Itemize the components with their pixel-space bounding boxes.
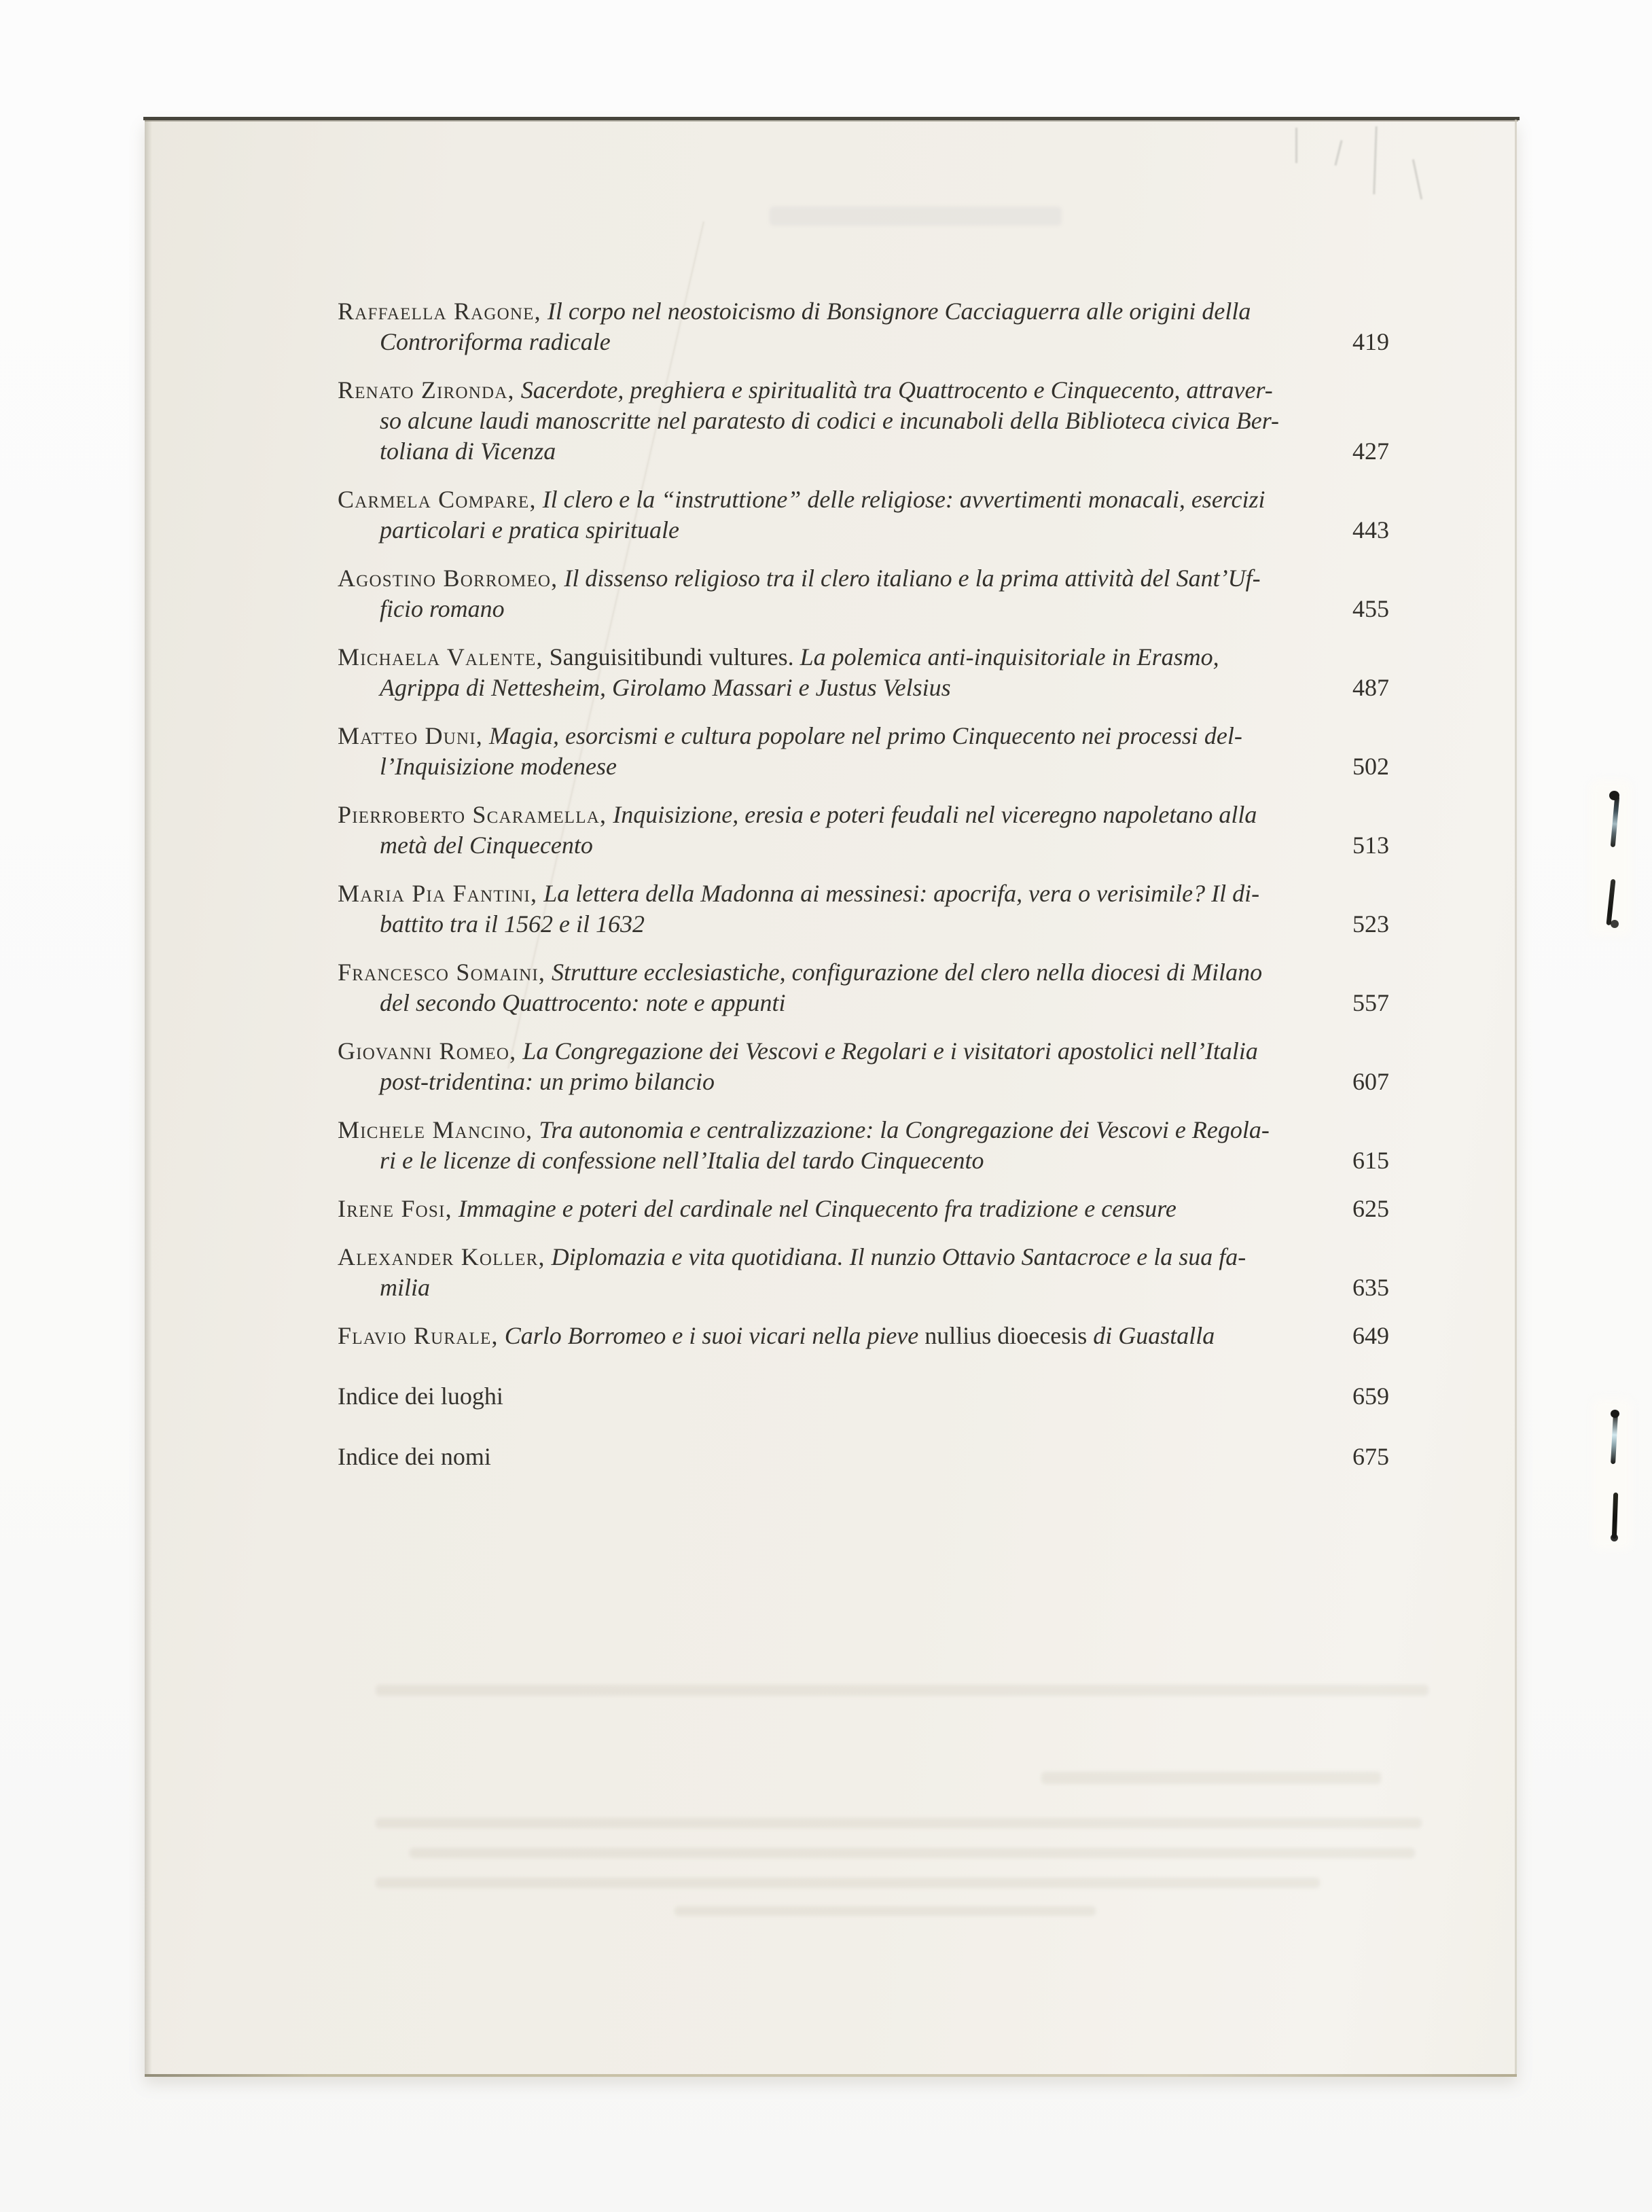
entry-title-line — [338, 1145, 1389, 1176]
page-bottom-edge — [145, 2074, 1517, 2077]
entry-text-segment: Il dissenso religioso tra il clero italiano e la prima attività del Sant’Uf- — [558, 565, 1261, 592]
entry-text-segment: La lettera della Madonna ai messinesi: apocrifa, vera o verisimile? Il di- — [537, 880, 1260, 907]
entry-page-number: 427 — [1352, 438, 1389, 465]
entry-title-line — [338, 1115, 1389, 1145]
entry-text-segment: Indice dei luoghi — [338, 1382, 503, 1410]
entry-text-segment: Francesco Somaini, — [338, 959, 546, 986]
entry-lines — [338, 1381, 1389, 1412]
entry-title-line — [338, 594, 1389, 624]
toc-entry — [338, 878, 1389, 940]
entry-page-number: 419 — [1352, 328, 1389, 355]
entry-title-line — [338, 1194, 1389, 1224]
entry-text-segment: Magia, esorcismi e cultura popolare nel primo Cinquecento nei processi del- — [483, 722, 1242, 749]
entry-text-segment: Matteo Duni, — [338, 722, 483, 749]
entry-page-number: 649 — [1352, 1322, 1389, 1349]
entry-text-segment: Maria Pia Fantini, — [338, 880, 538, 907]
entry-text-segment: Immagine e poteri del cardinale nel Cinquecento fra tradizione e censure — [452, 1195, 1177, 1222]
entry-text-segment: Giovanni Romeo, — [338, 1037, 517, 1065]
entry-title-line — [338, 1442, 1389, 1472]
bleedthrough-line — [376, 1878, 1320, 1888]
entry-page-number: 635 — [1352, 1274, 1389, 1301]
entry-lines — [338, 296, 1389, 357]
entry-text-segment: milia — [380, 1274, 431, 1301]
toc-entry — [338, 1242, 1389, 1303]
entry-text-segment: La Congregazione dei Vescovi e Regolari e i visitatori apostolici nell’Italia — [516, 1037, 1258, 1065]
entry-text-segment: Carlo Borromeo e i suoi vicari nella pieve — [498, 1322, 925, 1349]
entry-lines — [338, 563, 1389, 624]
entry-text-segment: Flavio Rurale, — [338, 1322, 499, 1349]
entry-title-line — [338, 673, 1389, 703]
toc-entry — [338, 1115, 1389, 1176]
staple-bent-end — [1609, 791, 1619, 800]
entry-text-segment: particolari e pratica spirituale — [380, 516, 679, 543]
entry-text-segment: Indice dei nomi — [338, 1443, 491, 1470]
entry-text-segment: Diplomazia e vita quotidiana. Il nunzio Ottavio Santacroce e la sua fa- — [545, 1243, 1246, 1270]
entry-title-line — [338, 642, 1389, 673]
entry-text-segment: Agostino Borromeo, — [338, 565, 558, 592]
entry-text-segment: Il corpo nel neostoicismo di Bonsignore Cacciaguerra alle origini della — [541, 298, 1251, 325]
entry-lines — [338, 878, 1389, 940]
toc-entry — [338, 957, 1389, 1018]
entry-text-segment: Controriforma radicale — [380, 328, 611, 355]
entry-text-segment: toliana di Vicenza — [380, 438, 556, 465]
bleedthrough-line — [376, 1818, 1422, 1828]
entry-text-segment: so alcune laudi manoscritte nel paratesto di codici e incunaboli della Biblioteca civica Ber- — [380, 407, 1279, 434]
entry-lines — [338, 375, 1389, 467]
entry-text-segment: ri e le licenze di confessione nell’Italia del tardo Cinquecento — [380, 1147, 984, 1174]
bleedthrough-smudge — [770, 207, 1062, 226]
entry-title-line — [338, 484, 1389, 515]
entry-lines — [338, 1321, 1389, 1351]
entry-lines — [338, 484, 1389, 546]
entry-page-number: 675 — [1352, 1443, 1389, 1470]
staple-bent-end — [1611, 1534, 1618, 1541]
entry-text-segment: Inquisizione, eresia e poteri feudali nel viceregno napoletano alla — [607, 801, 1257, 828]
entry-text-segment: Tra autonomia e centralizzazione: la Congregazione dei Vescovi e Regola- — [533, 1116, 1270, 1143]
entry-lines — [338, 1442, 1389, 1472]
toc-entry — [338, 296, 1389, 357]
entry-title-line — [338, 1321, 1389, 1351]
entry-title-line — [338, 721, 1389, 751]
page-top-edge-highlight — [145, 120, 1518, 122]
entry-title-line — [338, 800, 1389, 830]
entry-text-segment: Pierroberto Scaramella, — [338, 801, 607, 828]
bleedthrough-line — [410, 1848, 1415, 1858]
entry-text-segment: ficio romano — [380, 595, 505, 622]
entry-text-segment: del secondo Quattrocento: note e appunti — [380, 989, 786, 1016]
entry-title-line — [338, 406, 1389, 436]
entry-text-segment: Il clero e la “instruttione” delle religiose: avvertimenti monacali, esercizi — [536, 486, 1265, 513]
entry-page-number: 659 — [1352, 1382, 1389, 1410]
entry-title-line — [338, 751, 1389, 782]
bleedthrough-line — [376, 1685, 1429, 1696]
entry-page-number: 607 — [1352, 1068, 1389, 1095]
pencil-mark — [1334, 140, 1342, 166]
entry-title-line — [338, 327, 1389, 357]
pencil-mark — [1373, 126, 1377, 194]
entry-page-number: 523 — [1352, 910, 1389, 938]
entry-page-number: 557 — [1352, 989, 1389, 1016]
entry-text-segment: Strutture ecclesiastiche, configurazione del clero nella diocesi di Milano — [545, 959, 1263, 986]
entry-title-line — [338, 436, 1389, 467]
toc-entry — [338, 1194, 1389, 1224]
entry-page-number: 455 — [1352, 595, 1389, 622]
entry-text-segment: Irene Fosi, — [338, 1195, 452, 1222]
entry-lines — [338, 800, 1389, 861]
entry-text-segment: l’Inquisizione modenese — [380, 753, 617, 780]
entry-text-segment: di Guastalla — [1087, 1322, 1215, 1349]
toc-entry — [338, 642, 1389, 703]
entry-text-segment: battito tra il 1562 e il 1632 — [380, 910, 645, 938]
entry-text-segment: Raffaella Ragone, — [338, 298, 541, 325]
toc-entry — [338, 1381, 1389, 1412]
entry-title-line — [338, 1036, 1389, 1067]
entry-text-segment: nullius dioecesis — [924, 1322, 1088, 1349]
entry-page-number: 443 — [1352, 516, 1389, 543]
entry-lines — [338, 642, 1389, 703]
entry-page-number: 625 — [1352, 1195, 1389, 1222]
entry-title-line — [338, 1242, 1389, 1272]
toc-entry — [338, 721, 1389, 782]
toc-entry — [338, 800, 1389, 861]
entry-lines — [338, 957, 1389, 1018]
entry-title-line — [338, 957, 1389, 988]
entry-lines — [338, 1242, 1389, 1303]
entry-lines — [338, 1115, 1389, 1176]
page-scan — [145, 120, 1517, 2077]
entry-text-segment: Sacerdote, preghiera e spiritualità tra Quattrocento e Cinquecento, attraver- — [514, 376, 1273, 404]
entry-title-line — [338, 1067, 1389, 1097]
staple-bent-end — [1611, 920, 1619, 928]
toc-entry — [338, 375, 1389, 467]
entry-page-number: 615 — [1352, 1147, 1389, 1174]
entry-page-number: 487 — [1352, 674, 1389, 701]
entry-title-line — [338, 296, 1389, 327]
staple-bent-end — [1611, 1410, 1619, 1418]
entry-title-line — [338, 1272, 1389, 1303]
entry-title-line — [338, 878, 1389, 909]
entry-text-segment: La polemica anti-inquisitoriale in Erasmo, — [793, 643, 1219, 671]
entry-lines — [338, 1036, 1389, 1097]
toc-entry — [338, 484, 1389, 546]
entry-text-segment: Sanguisitibundi vultures. — [543, 643, 794, 671]
pencil-mark — [1412, 159, 1422, 199]
entry-text-segment: Michaela Valente, — [338, 643, 543, 671]
entry-text-segment: Carmela Compare, — [338, 486, 537, 513]
entry-text-segment: metà del Cinquecento — [380, 832, 593, 859]
toc-list — [338, 296, 1389, 1490]
entry-text-segment: Agrippa di Nettesheim, Girolamo Massari e Justus Velsius — [380, 674, 951, 701]
entry-text-segment: Renato Zironda, — [338, 376, 515, 404]
entry-text-segment: post-tridentina: un primo bilancio — [380, 1068, 715, 1095]
toc-entry — [338, 1442, 1389, 1472]
entry-title-line — [338, 1381, 1389, 1412]
page-left-edge-shadow — [145, 120, 152, 2077]
entry-title-line — [338, 830, 1389, 861]
entry-title-line — [338, 515, 1389, 546]
entry-text-segment: Alexander Koller, — [338, 1243, 545, 1270]
page-right-edge — [1515, 120, 1517, 2077]
toc-entry — [338, 563, 1389, 624]
entry-page-number: 502 — [1352, 753, 1389, 780]
entry-title-line — [338, 909, 1389, 940]
entry-title-line — [338, 563, 1389, 594]
pencil-mark — [1295, 128, 1297, 163]
entry-text-segment: Michele Mancino, — [338, 1116, 533, 1143]
bleedthrough-line — [675, 1906, 1096, 1916]
bleedthrough-line — [1041, 1772, 1381, 1784]
entry-page-number: 513 — [1352, 832, 1389, 859]
entry-lines — [338, 721, 1389, 782]
toc-entry — [338, 1036, 1389, 1097]
entry-title-line — [338, 375, 1389, 406]
entry-lines — [338, 1194, 1389, 1224]
toc-entry — [338, 1321, 1389, 1351]
entry-title-line — [338, 988, 1389, 1018]
